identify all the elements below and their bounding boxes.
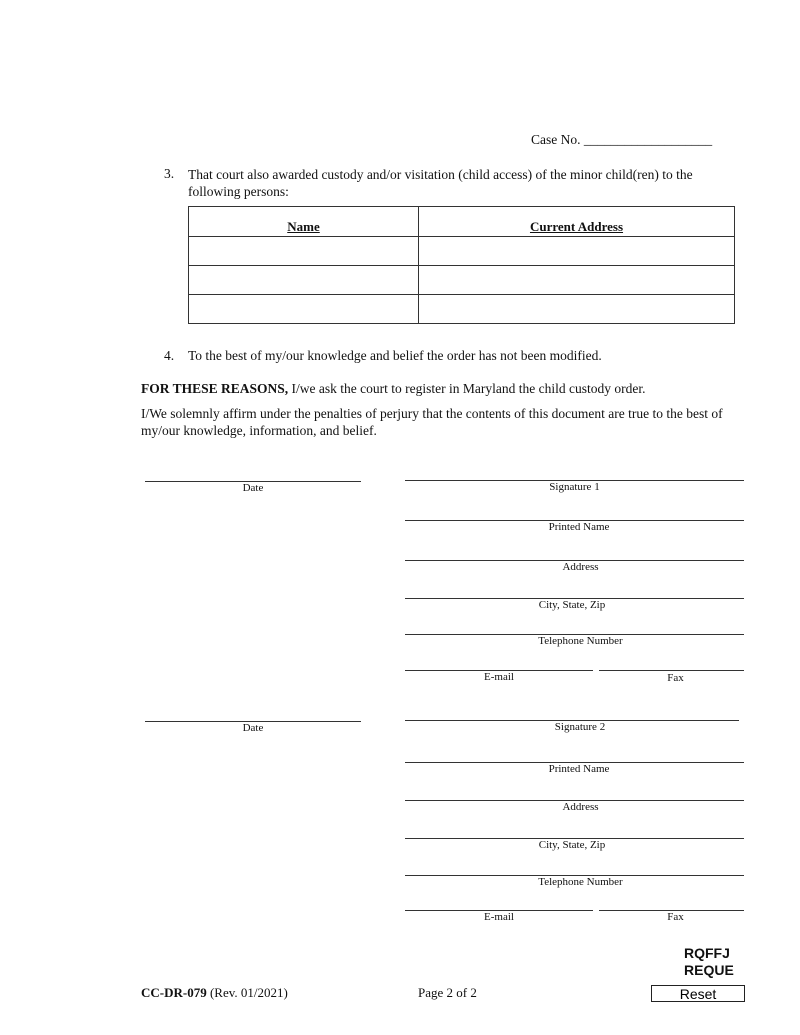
address-cell[interactable] bbox=[419, 295, 735, 324]
reasons-heading: FOR THESE REASONS, bbox=[141, 381, 289, 396]
fax-line-1[interactable] bbox=[599, 670, 744, 671]
telephone-label-2: Telephone Number bbox=[538, 876, 623, 888]
custody-table bbox=[188, 206, 735, 324]
form-code-line-1: RQFFJ bbox=[684, 945, 730, 961]
address-cell[interactable] bbox=[419, 266, 735, 295]
printed-name-label-1: Printed Name bbox=[548, 521, 610, 533]
form-identifier bbox=[141, 985, 288, 1001]
case-number bbox=[531, 132, 712, 148]
fax-label-1: Fax bbox=[667, 672, 684, 684]
custody-table-header bbox=[189, 207, 735, 237]
reasons-paragraph bbox=[141, 381, 645, 397]
name-cell[interactable] bbox=[189, 295, 419, 324]
name-cell[interactable] bbox=[189, 237, 419, 266]
reasons-text: I/we ask the court to register in Maryland the child custody order. bbox=[288, 381, 646, 396]
affirmation-text: I/We solemnly affirm under the penalties of perjury that the contents of this document are true to the best of my/our knowledge, information, and belief. bbox=[141, 406, 723, 438]
item-3-text: That court also awarded custody and/or visitation (child access) of the minor child(ren) to the following persons: bbox=[188, 167, 693, 199]
email-label-2: E-mail bbox=[484, 911, 514, 923]
current-address-column-header: Current Address bbox=[419, 207, 735, 237]
case-number-label: Case No. bbox=[531, 132, 581, 147]
table-row bbox=[189, 266, 735, 295]
email-label-1: E-mail bbox=[484, 671, 514, 683]
date-label-2: Date bbox=[242, 722, 264, 734]
telephone-label-1: Telephone Number bbox=[538, 635, 623, 647]
address-label-2: Address bbox=[562, 801, 599, 813]
item-4-number: 4. bbox=[164, 348, 175, 363]
city-state-zip-label-2: City, State, Zip bbox=[538, 839, 606, 851]
table-row bbox=[189, 295, 735, 324]
case-number-field[interactable]: ___________________ bbox=[583, 132, 713, 147]
item-3-number: 3. bbox=[164, 166, 175, 181]
page-number: Page 2 of 2 bbox=[418, 985, 477, 1000]
reset-button[interactable]: Reset bbox=[651, 985, 745, 1002]
table-row bbox=[189, 237, 735, 266]
signature-label-2: Signature 2 bbox=[554, 721, 606, 733]
form-revision: (Rev. 01/2021) bbox=[209, 985, 288, 1000]
city-state-zip-label-1: City, State, Zip bbox=[538, 599, 606, 611]
address-cell[interactable] bbox=[419, 237, 735, 266]
address-label-1: Address bbox=[562, 561, 599, 573]
printed-name-label-2: Printed Name bbox=[548, 763, 610, 775]
name-cell[interactable] bbox=[189, 266, 419, 295]
name-column-header: Name bbox=[189, 207, 419, 237]
signature-label-1: Signature 1 bbox=[549, 481, 600, 493]
date-label-1: Date bbox=[242, 482, 264, 494]
form-code: CC-DR-079 bbox=[141, 985, 207, 1000]
form-code-line-2: REQUE bbox=[684, 962, 734, 978]
item-4-text: To the best of my/our knowledge and belief the order has not been modified. bbox=[188, 348, 602, 363]
fax-label-2: Fax bbox=[667, 911, 684, 923]
